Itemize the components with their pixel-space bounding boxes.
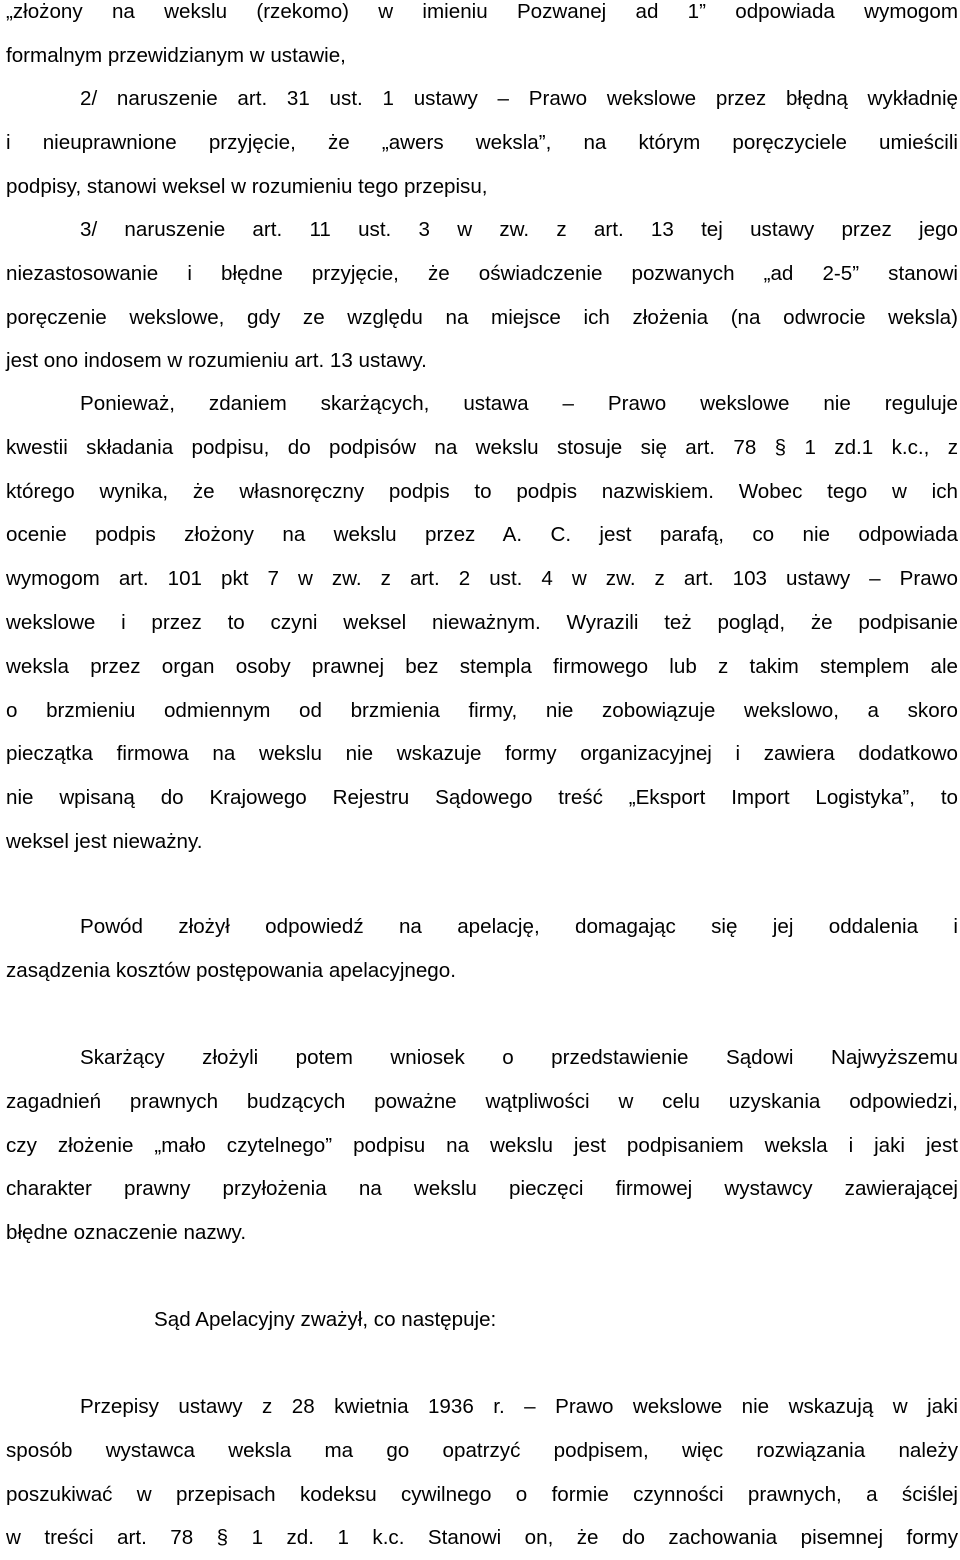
text-line: ocenie podpis złożony na wekslu przez A. C. jest parafą, co nie odpowiada bbox=[6, 523, 958, 547]
paragraph-4 bbox=[6, 382, 958, 864]
text-line: weksla przez organ osoby prawnej bez stempla firmowego lub z takim stemplem ale bbox=[6, 654, 958, 678]
text-line: Ponieważ, zdaniem skarżących, ustawa – Prawo wekslowe nie reguluje bbox=[80, 392, 958, 415]
text-line: wymogom art. 101 pkt 7 w zw. z art. 2 ust. 4 w zw. z art. 103 ustawy – Prawo bbox=[6, 567, 958, 591]
paragraph-5 bbox=[6, 905, 958, 993]
text-line: w treści art. 78 § 1 zd. 1 k.c. Stanowi on, że do zachowania pisemnej formy bbox=[6, 1526, 958, 1550]
text-line: zagadnień prawnych budzących poważne wątpliwości w celu uzyskania odpowiedzi, bbox=[6, 1089, 958, 1113]
paragraph-8 bbox=[6, 1385, 958, 1560]
text-line: niezastosowanie i błędne przyjęcie, że oświadczenie pozwanych „ad 2-5” stanowi bbox=[6, 261, 958, 285]
text-line: wekslowe i przez to czyni weksel nieważnym. Wyrazili też pogląd, że podpisanie bbox=[6, 610, 958, 634]
text-line: charakter prawny przyłożenia na wekslu pieczęci firmowej wystawcy zawierającej bbox=[6, 1177, 958, 1201]
text-line: 3/ naruszenie art. 11 ust. 3 w zw. z art. 13 tej ustawy przez jego bbox=[80, 218, 958, 241]
section-heading bbox=[6, 1298, 958, 1342]
text-line: Przepisy ustawy z 28 kwietnia 1936 r. – Prawo wekslowe nie wskazują w jaki bbox=[80, 1395, 958, 1418]
text-line: „złożony na wekslu (rzekomo) w imieniu Pozwanej ad 1” odpowiada wymogom bbox=[6, 0, 958, 23]
text-line: i nieuprawnione przyjęcie, że „awers weksla”, na którym poręczyciele umieścili bbox=[6, 130, 958, 154]
text-line: 2/ naruszenie art. 31 ust. 1 ustawy – Prawo wekslowe przez błędną wykładnię bbox=[80, 87, 958, 110]
text-line: jest ono indosem w rozumieniu art. 13 ustawy. bbox=[6, 349, 427, 373]
text-line: nie wpisaną do Krajowego Rejestru Sądowego treść „Eksport Import Logistyka”, to bbox=[6, 786, 958, 810]
text-line: Powód złożył odpowiedź na apelację, domagając się jej oddalenia i bbox=[80, 915, 958, 938]
text-line: weksel jest nieważny. bbox=[6, 829, 203, 853]
text-line: którego wynika, że własnoręczny podpis to podpis nazwiskiem. Wobec tego w ich bbox=[6, 479, 958, 503]
paragraph-6 bbox=[6, 1036, 958, 1255]
text-line: sposób wystawca weksla ma go opatrzyć podpisem, więc rozwiązania należy bbox=[6, 1438, 958, 1462]
text-line: poręczenie wekslowe, gdy ze względu na miejsce ich złożenia (na odwrocie weksla) bbox=[6, 305, 958, 329]
text-line: o brzmieniu odmiennym od brzmienia firmy, nie zobowiązuje wekslowo, a skoro bbox=[6, 698, 958, 722]
paragraph-1 bbox=[6, 0, 958, 78]
text-line: zasądzenia kosztów postępowania apelacyjnego. bbox=[6, 958, 456, 982]
text-line: Skarżący złożyli potem wniosek o przedstawienie Sądowi Najwyższemu bbox=[80, 1046, 958, 1069]
text-line: poszukiwać w przepisach kodeksu cywilnego o formie czynności prawnych, a ściślej bbox=[6, 1482, 958, 1506]
paragraph-2 bbox=[6, 77, 958, 208]
text-line: kwestii składania podpisu, do podpisów na wekslu stosuje się art. 78 § 1 zd.1 k.c., z bbox=[6, 435, 958, 459]
text-line: podpisy, stanowi weksel w rozumieniu tego przepisu, bbox=[6, 174, 488, 198]
paragraph-3 bbox=[6, 208, 958, 383]
section-heading-text: Sąd Apelacyjny zważył, co następuje: bbox=[154, 1308, 497, 1331]
text-line: pieczątka firmowa na wekslu nie wskazuje formy organizacyjnej i zawiera dodatkowo bbox=[6, 742, 958, 766]
text-line: czy złożenie „mało czytelnego” podpisu na wekslu jest podpisaniem weksla i jaki jest bbox=[6, 1133, 958, 1157]
text-line: formalnym przewidzianym w ustawie, bbox=[6, 43, 346, 67]
text-line: błędne oznaczenie nazwy. bbox=[6, 1221, 247, 1245]
